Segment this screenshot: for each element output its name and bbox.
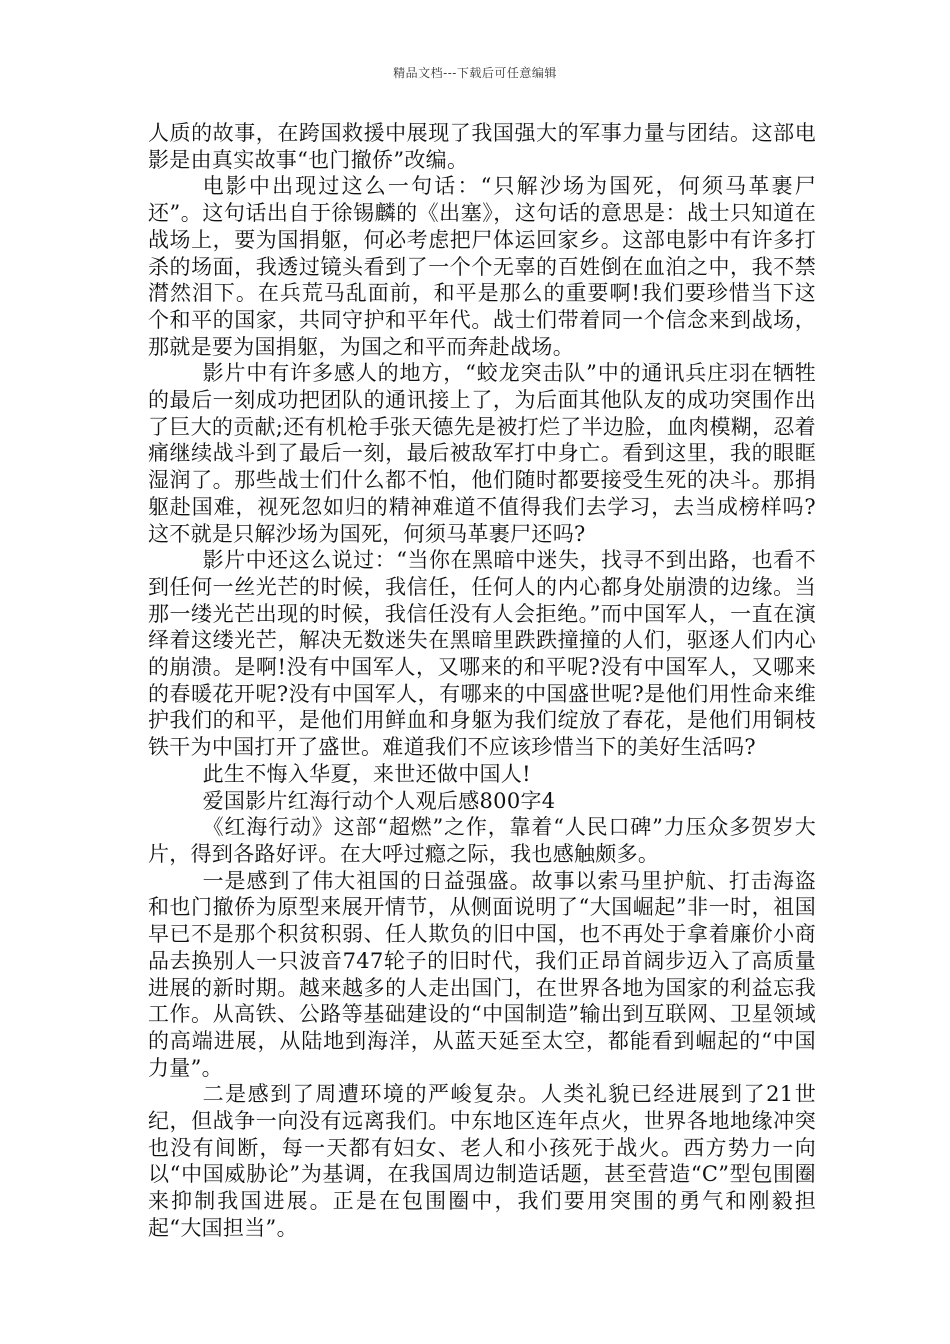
paragraph: 人质的故事，在跨国救援中展现了我国强大的军事力量与团结。这部电影是由真实故事“也门撤侨”改编。 [148,121,816,172]
paragraph: 影片中还这么说过：“当你在黑暗中迷失，找寻不到出路，也看不到任何一丝光芒的时候，我信任，任何人的内心都身处崩溃的边缘。当那一缕光芒出现的时候，我信任没有人会拒绝。”而中国军人，一直在演绎着这缕光芒，解决无数迷失在黑暗里跌跌撞撞的人们，驱逐人们内心的崩溃。是啊!没有中国军人，又哪来的和平呢?没有中国军人，又哪来的春暖花开呢?没有中国军人，有哪来的中国盛世呢?是他们用性命来维护我们的和平，是他们用鲜血和身躯为我们绽放了春花，是他们用铜枝铁干为中国打开了盛世。难道我们不应该珍惜当下的美好生活吗? [148,548,816,760]
section-heading: 爱国影片红海行动个人观后感800字4 [202,788,556,813]
paragraph: 电影中出现过这么一句话：“只解沙场为国死，何须马革裹尸还”。这句话出自于徐锡麟的《出塞》，这句话的意思是：战士只知道在战场上，要为国捐躯，何必考虑把尸体运回家乡。这部电影中有许多打杀的场面，我透过镜头看到了一个个无辜的百姓倒在血泊之中，我不禁潸然泪下。在兵荒马乱面前，和平是那么的重要啊!我们要珍惜当下这个和平的国家，共同守护和平年代。战士们带着同一个信念来到战场，那就是要为国捐躯，为国之和平而奔赴战场。 [148,174,816,359]
page-header: 精品文档---下载后可任意编辑 [393,66,557,80]
paragraph: 二是感到了周遭环境的严峻复杂。人类礼貌已经进展到了21世纪，但战争一向没有远离我们。中东地区连年点火，世界各地地缘冲突也没有间断，每一天都有妇女、老人和小孩死于战火。西方势力一向以“中国威胁论”为基调，在我国周边制造话题，甚至营造“C”型包围圈来抑制我国进展。正是在包围圈中，我们要用突围的勇气和刚毅担起“大国担当”。 [148,1082,816,1240]
paragraph: 影片中有许多感人的地方，“蛟龙突击队”中的通讯兵庄羽在牺牲的最后一刻成功把团队的通讯接上了，为后面其他队友的成功突围作出了巨大的贡献;还有机枪手张天德先是被打烂了半边脸，血肉模糊，忍着痛继续战斗到了最后一刻，最后被敌军打中身亡。看到这里，我的眼眶湿润了。那些战士们什么都不怕，他们随时都要接受生死的决斗。那捐躯赴国难，视死忽如归的精神难道不值得我们去学习，去当成榜样吗?这不就是只解沙场为国死，何须马革裹尸还吗? [148,361,816,546]
paragraph: 此生不悔入华夏，来世还做中国人! [202,761,531,786]
paragraph: 一是感到了伟大祖国的日益强盛。故事以索马里护航、打击海盗和也门撤侨为原型来展开情节，从侧面说明了“大国崛起”非一时，祖国早已不是那个积贫积弱、任人欺负的旧中国，也不再处于拿着廉价小商品去换别人一只波音747轮子的旧时代，我们正昂首阔步迈入了高质量进展的新时期。越来越多的人走出国门，在世界各地为国家的利益忘我工作。从高铁、公路等基础建设的“中国制造”输出到互联网、卫星领域的高端进展，从陆地到海洋，从蓝天延至太空，都能看到崛起的“中国力量”。 [148,868,816,1080]
paragraph: 《红海行动》这部“超燃”之作，靠着“人民口碑”力压众多贺岁大片，得到各路好评。在大呼过瘾之际，我也感触颇多。 [148,815,816,866]
document-body [148,120,816,1242]
